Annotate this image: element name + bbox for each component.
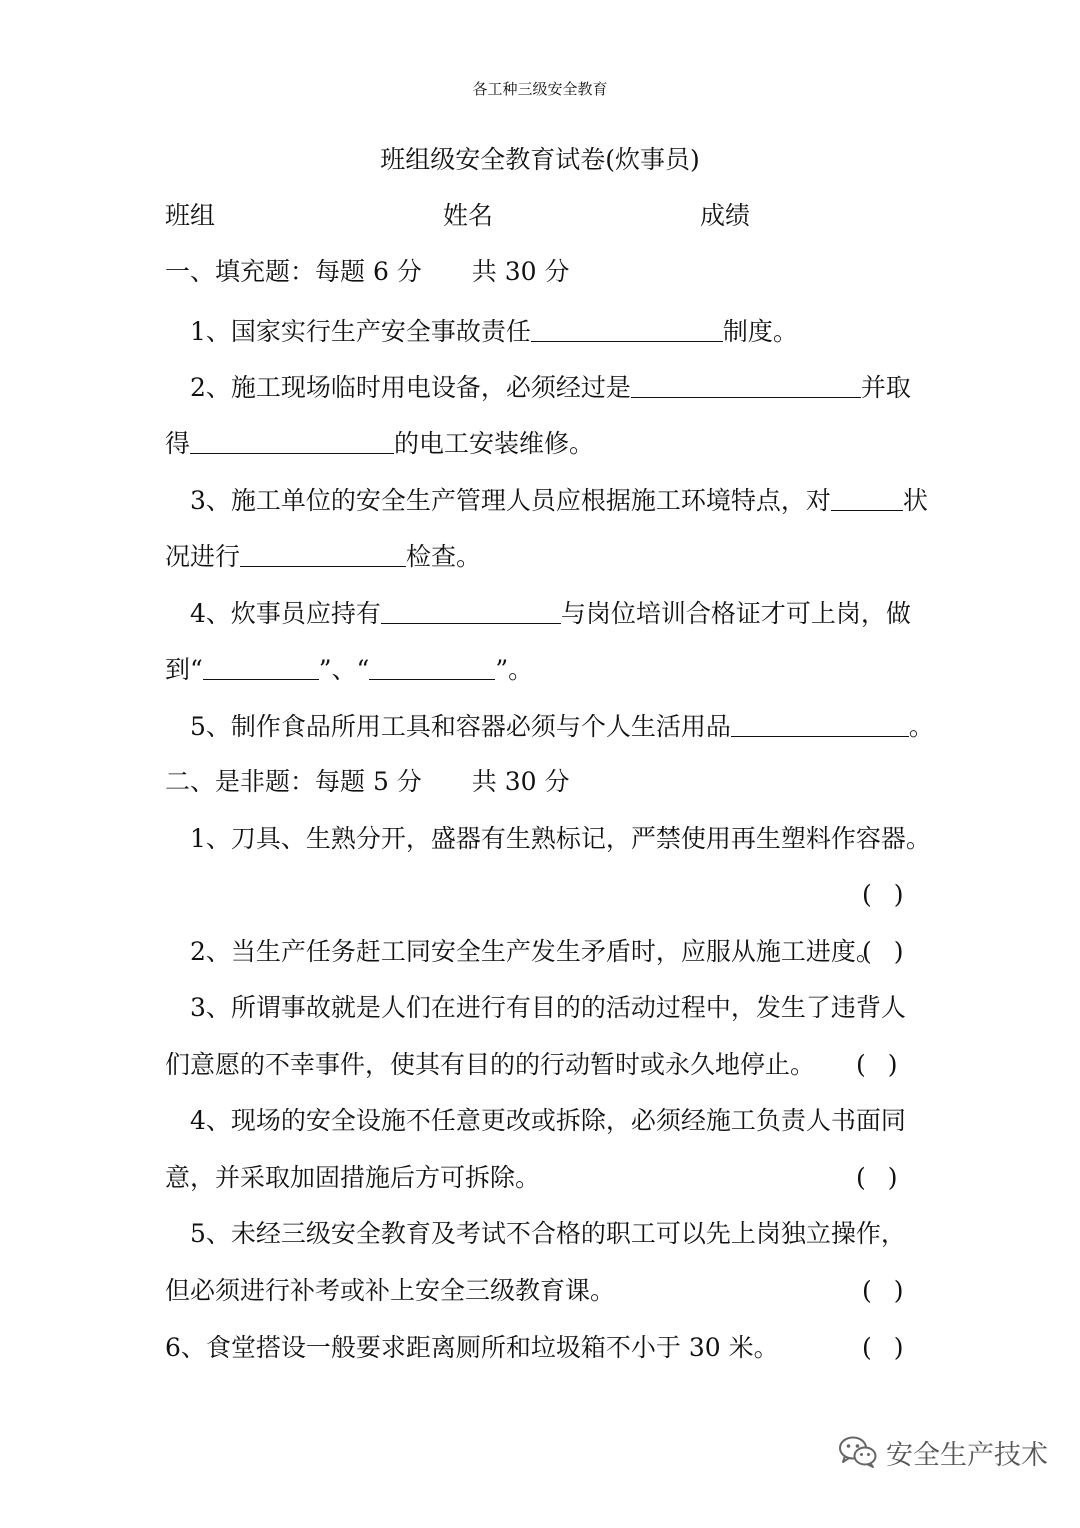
tf-answer-4[interactable]: () <box>856 1163 920 1192</box>
q4-blank-1[interactable] <box>381 597 561 624</box>
q2-text-a: 2、施工现场临时用电设备，必须经过是 <box>190 373 631 402</box>
q5-text-b: 。 <box>908 712 934 741</box>
q4-text-d: ”、“ <box>318 655 370 684</box>
q3-text-b: 状 <box>902 486 928 515</box>
q3-text-a: 3、施工单位的安全生产管理人员应根据施工环境特点，对 <box>190 486 831 515</box>
tf-question-1: 1、刀具、生熟分开，盛器有生熟标记，严禁使用再生塑料作容器。 <box>190 824 931 853</box>
watermark <box>838 1430 1048 1474</box>
q4-text-b: 与岗位培训合格证才可上岗，做 <box>560 599 911 628</box>
tf-question-4-line2: 意，并采取加固措施后方可拆除。 <box>165 1163 541 1192</box>
q2-text-b: 并取 <box>860 373 911 402</box>
tf-question-5-line1: 5、未经三级安全教育及考试不合格的职工可以先上岗独立操作， <box>190 1219 906 1248</box>
tf-answer-5[interactable]: () <box>862 1276 926 1305</box>
fill-question-3-line2 <box>165 538 481 575</box>
q3-text-d: 检查。 <box>406 542 482 571</box>
tf-question-5-line2: 但必须进行补考或补上安全三级教育课。 <box>165 1276 616 1305</box>
q3-text-c: 况进行 <box>165 542 241 571</box>
q4-blank-3[interactable] <box>369 653 495 680</box>
section2-heading: 二、是非题：每题 5 分 共 30 分 <box>165 767 570 796</box>
q4-text-a: 4、炊事员应持有 <box>190 599 381 628</box>
q1-text-b: 制度。 <box>722 317 798 346</box>
q2-blank-2[interactable] <box>190 427 394 454</box>
tf-question-3-line2: 们意愿的不幸事件，使其有目的的行动暂时或永久地停止。 <box>165 1050 816 1079</box>
q5-blank[interactable] <box>731 710 909 737</box>
fill-question-3-line1 <box>190 482 928 519</box>
field-team-label: 班组 <box>165 201 216 230</box>
tf-question-2: 2、当生产任务赶工同安全生产发生矛盾时，应服从施工进度。 <box>190 937 881 966</box>
q4-blank-2[interactable] <box>203 653 319 680</box>
q5-text-a: 5、制作食品所用工具和容器必须与个人生活用品 <box>190 712 731 741</box>
tf-answer-3[interactable]: () <box>856 1050 920 1079</box>
fill-question-5 <box>190 708 934 745</box>
fill-question-2-line1 <box>190 369 911 406</box>
q2-text-d: 的电工安装维修。 <box>394 429 595 458</box>
tf-answer-1[interactable]: () <box>862 880 926 909</box>
tf-answer-2[interactable]: () <box>862 937 926 966</box>
q3-blank-1[interactable] <box>831 484 903 511</box>
fill-question-4-line1 <box>190 595 911 632</box>
q1-text-a: 1、国家实行生产安全事故责任 <box>190 317 531 346</box>
field-score-label: 成绩 <box>700 201 751 230</box>
fill-question-1 <box>190 313 798 350</box>
watermark-text: 安全生产技术 <box>886 1439 1048 1471</box>
fill-question-2-line2 <box>165 425 594 462</box>
tf-question-6: 6、食堂搭设一般要求距离厕所和垃圾箱不小于 30 米。 <box>165 1333 779 1362</box>
field-name-label: 姓名 <box>443 201 494 230</box>
q2-blank-1[interactable] <box>631 371 861 398</box>
exam-title: 班组级安全教育试卷(炊事员) <box>380 145 700 174</box>
tf-question-3-line1: 3、所谓事故就是人们在进行有目的的活动过程中，发生了违背人 <box>190 993 906 1022</box>
q4-text-e: ”。 <box>495 655 534 684</box>
section1-heading: 一、填充题：每题 6 分 共 30 分 <box>165 257 570 286</box>
q1-blank[interactable] <box>531 315 723 342</box>
q3-blank-2[interactable] <box>240 540 406 567</box>
fill-question-4-line2 <box>165 651 533 688</box>
tf-answer-6[interactable]: () <box>862 1333 926 1362</box>
q4-text-c: 到“ <box>165 655 203 684</box>
tf-question-4-line1: 4、现场的安全设施不任意更改或拆除，必须经施工负责人书面同 <box>190 1106 906 1135</box>
q2-text-c: 得 <box>165 429 191 458</box>
wechat-icon <box>838 1435 878 1469</box>
page-header-title: 各工种三级安全教育 <box>472 80 608 98</box>
